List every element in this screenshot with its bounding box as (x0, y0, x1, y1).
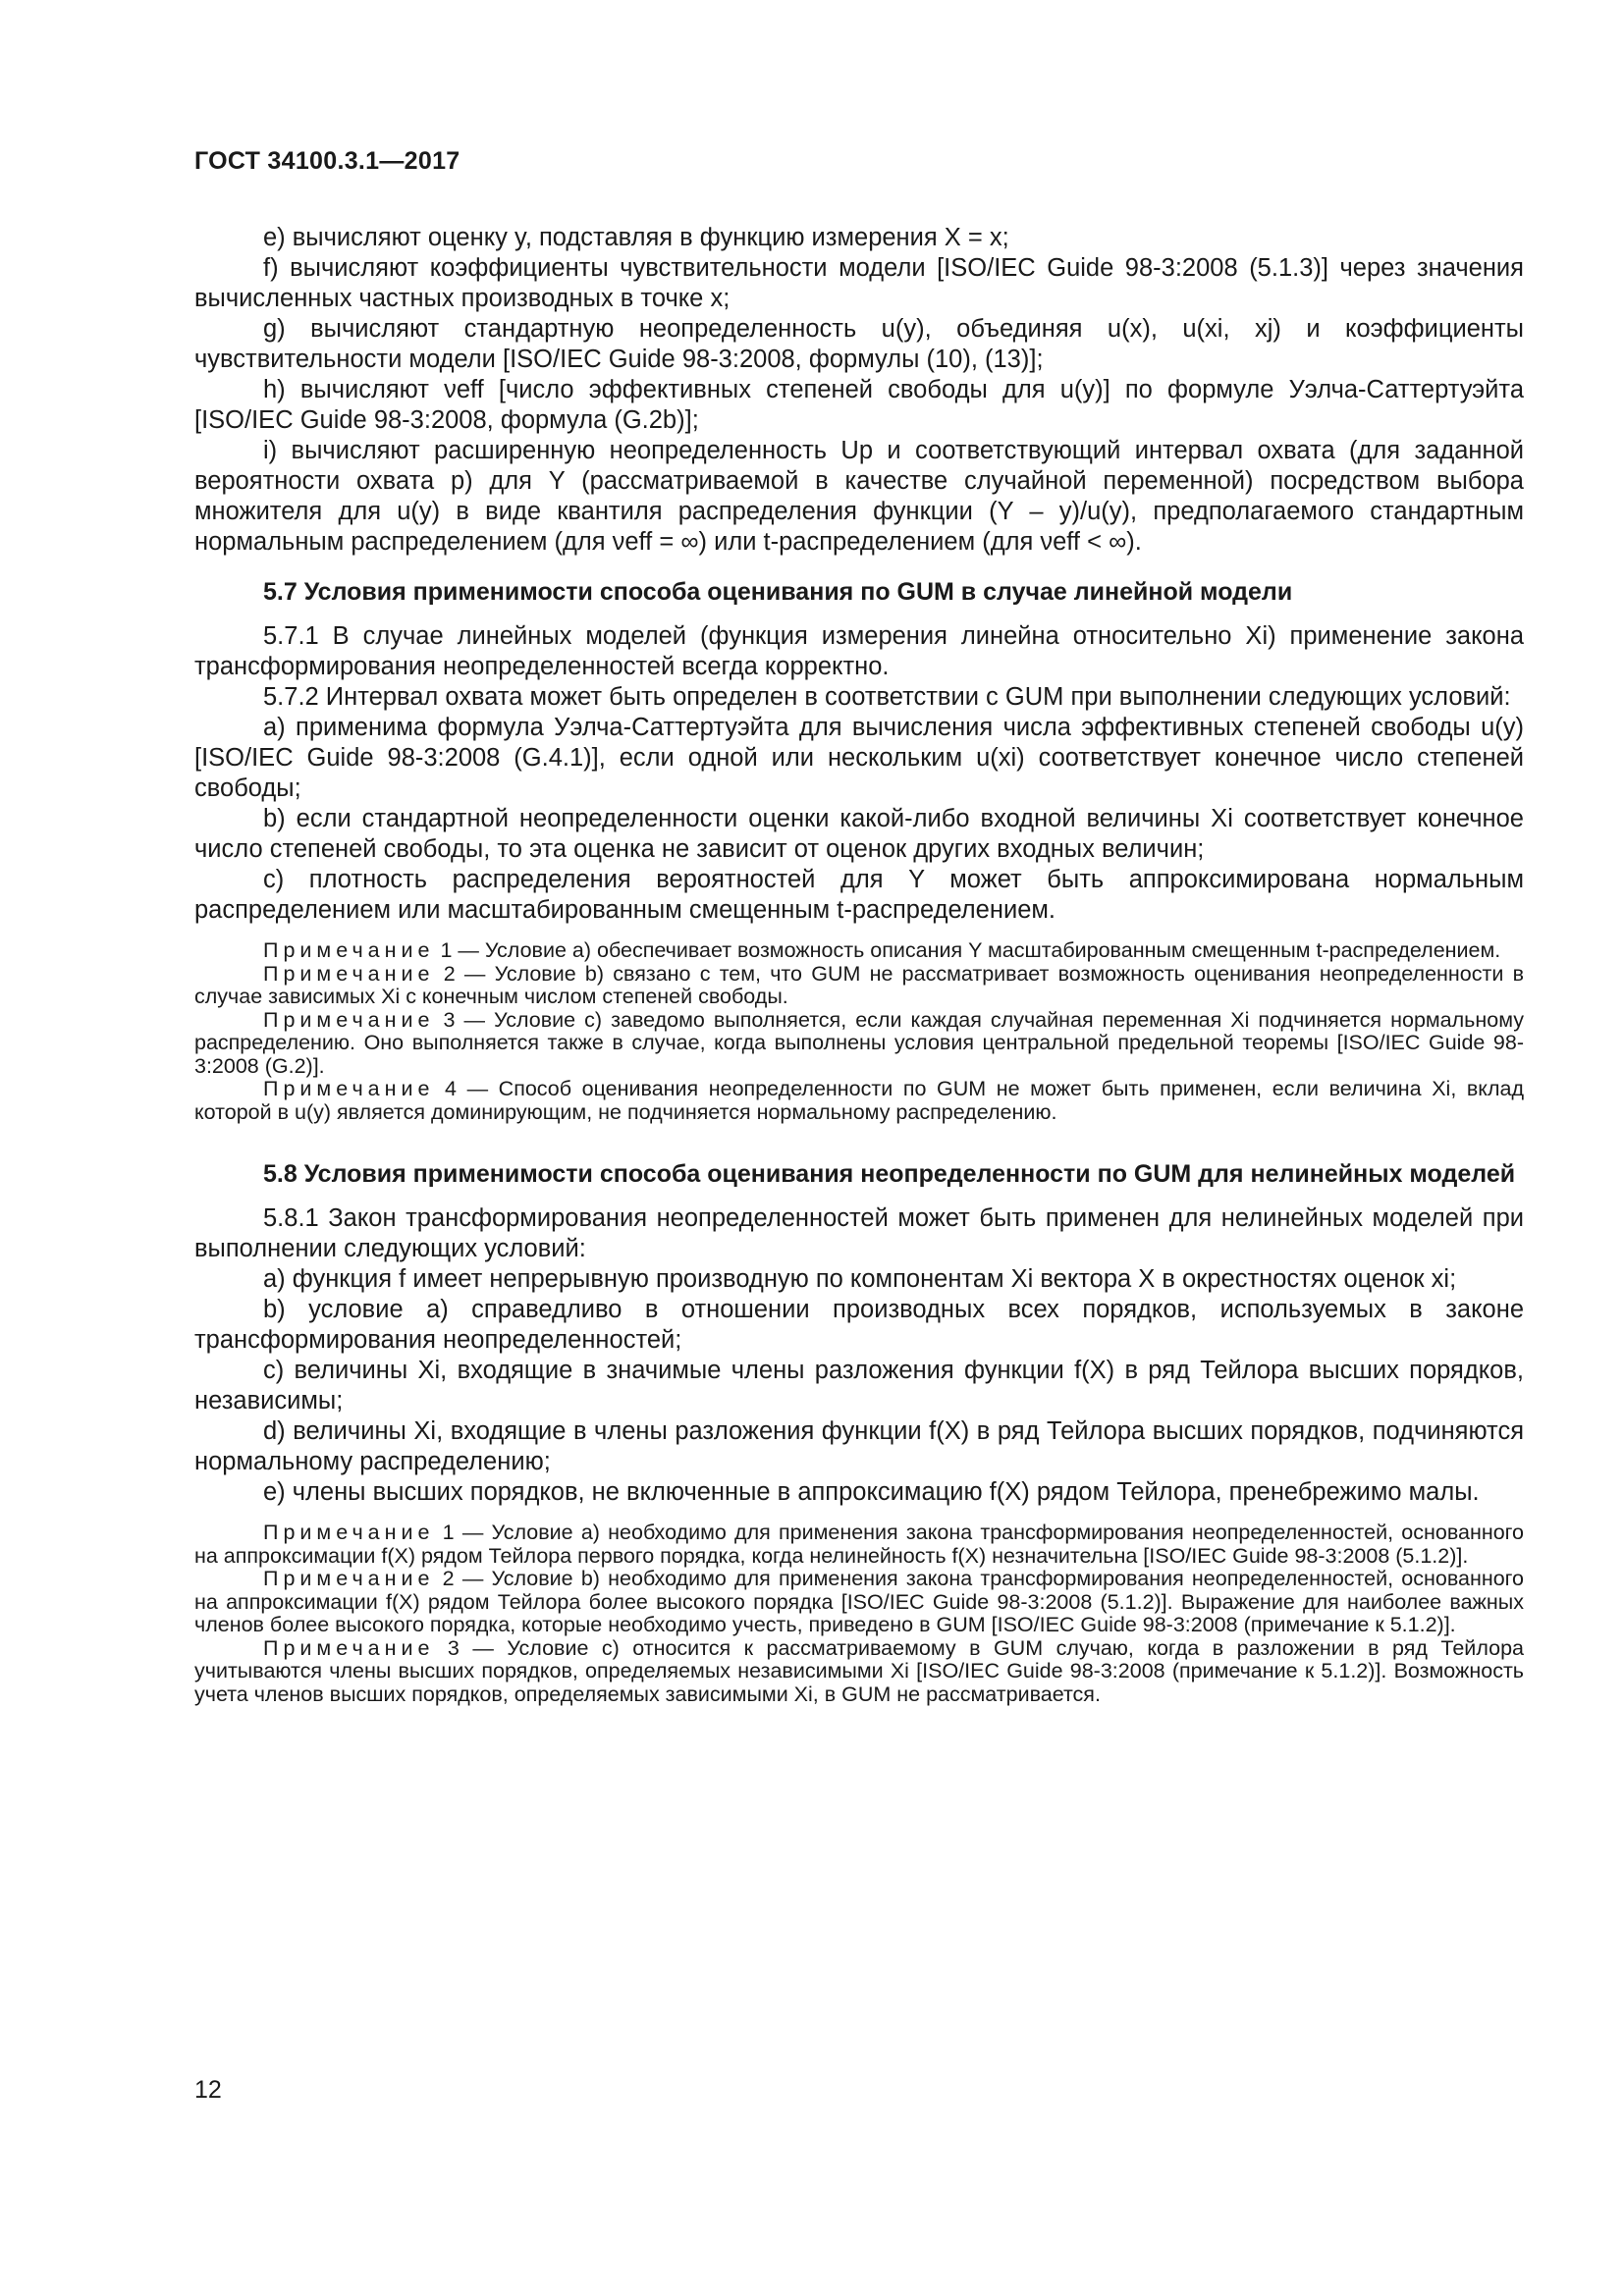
section-heading-5-8: 5.8 Условия применимости способа оценивания неопределенности по GUM для нелинейных моделей (263, 1160, 1516, 1188)
note-text: 2 — Условие b) связано с тем, что GUM не рассматривает возможность оценивания неопределенности в случае зависимых Xi с конечным числом степеней свободы. (194, 961, 1524, 1008)
note-label: Примечание (263, 1635, 435, 1660)
paragraph-i: i) вычисляют расширенную неопределенность Up и соответствующий интервал охвата (для заданной вероятности охвата p) для Y (рассматриваемой в качестве случайной переменной) посредством выбора множителя для u(y) в виде квантиля распределения функции (Y – y)/u(y), предполагаемого стандартным нормальным распределением (для νeff = ∞) или t-распределением (для νeff < ∞). (194, 437, 1524, 556)
paragraph-h: h) вычисляют νeff [число эффективных степеней свободы для u(y)] по формуле Уэлча-Саттертуэйта [ISO/IEC Guide 98-3:2008, формула (G.2b)]; (194, 376, 1524, 434)
note-label: Примечание (263, 1567, 435, 1590)
paragraph-5-8-1-b: b) условие а) справедливо в отношении производных всех порядков, используемых в законе трансформирования неопределенностей; (194, 1296, 1524, 1354)
document-page (194, 147, 1524, 1720)
note-text: 3 — Условие c) заведомо выполняется, если каждая случайная переменная Xi подчиняется нормальному распределению. Оно выполняется также в случае, когда выполнены условия центральной предельной теоремы [ISO/IEC Guide 98-3:2008 (G.2)]. (194, 1007, 1524, 1078)
note-text: 3 — Условие c) относится к рассматриваемому в GUM случаю, когда в разложении в ряд Тейлора учитываются члены высших порядков, определяемых независимыми Xi [ISO/IEC Guide 98-3:2008 (примечание к 5.1.2)]. Возможность учета членов высших порядков, определяемых зависимыми Xi, в GUM не рассматривается. (194, 1635, 1524, 1706)
note-text: 2 — Условие b) необходимо для применения закона трансформирования неопределенностей, основанного на аппроксимации f(X) рядом Тейлора более высокого порядка [ISO/IEC Guide 98-3:2008 (5.1.2)]. Выражение для наиболее важных членов более высокого порядка, которые необходимо учесть, приведено в GUM [ISO/IEC Guide 98-3:2008 (примечание к 5.1.2)]. (194, 1567, 1525, 1636)
note-5-8-1 (194, 1522, 1524, 1568)
note-label: Примечание (263, 1007, 435, 1032)
note-3 (194, 1009, 1524, 1079)
paragraph-5-8-1-d: d) величины Xi, входящие в члены разложения функции f(X) в ряд Тейлора высших порядков, подчиняются нормальному распределению; (194, 1417, 1524, 1475)
paragraph-5-8-1-a: а) функция f имеет непрерывную производную по компонентам Xi вектора X в окрестностях оценок xi; (263, 1265, 1457, 1293)
paragraph-5-7-2-a: а) применима формула Уэлча-Саттертуэйта для вычисления числа эффективных степеней свободы u(y) [ISO/IEC Guide 98-3:2008 (G.4.1)], если одной или нескольким u(xi) соответствует конечное число степеней свободы; (194, 714, 1524, 802)
paragraph-5-8-1: 5.8.1 Закон трансформирования неопределенностей может быть применен для нелинейных моделей при выполнении следующих условий: (194, 1204, 1524, 1262)
note-2 (194, 963, 1524, 1009)
paragraph-5-7-2: 5.7.2 Интервал охвата может быть определен в соответствии с GUM при выполнении следующих условий: (263, 683, 1511, 711)
note-5-8-3 (194, 1637, 1524, 1707)
note-text: 1 — Условие а) обеспечивает возможность описания Y масштабированным смещенным t-распределением. (440, 938, 1501, 962)
note-label: Примечание (263, 938, 435, 962)
note-text: 4 — Способ оценивания неопределенности по GUM не может быть применен, если величина Xi, вклад которой в u(y) является доминирующим, не подчиняется нормальному распределению. (194, 1077, 1524, 1124)
page-number: 12 (194, 2076, 222, 2104)
paragraph-f: f) вычисляют коэффициенты чувствительности модели [ISO/IEC Guide 98-3:2008 (5.1.3)] через значения вычисленных частных производных в точке x; (194, 254, 1524, 312)
notes-5-8 (194, 1522, 1524, 1706)
paragraph-5-8-1-c: c) величины Xi, входящие в значимые члены разложения функции f(X) в ряд Тейлора высших порядков, независимы; (194, 1357, 1524, 1415)
paragraph-5-7-1: 5.7.1 В случае линейных моделей (функция измерения линейна относительно Xi) применение закона трансформирования неопределенностей всегда корректно. (194, 622, 1524, 680)
paragraph-5-8-1-e: е) члены высших порядков, не включенные в аппроксимацию f(X) рядом Тейлора, пренебрежимо малы. (263, 1478, 1480, 1506)
note-text: 1 — Условие а) необходимо для применения закона трансформирования неопределенностей, основанного на аппроксимации f(X) рядом Тейлора первого порядка, когда нелинейность f(X) незначительна [ISO/IEC Guide 98-3:2008 (5.1.2)]. (194, 1521, 1525, 1568)
note-label: Примечание (263, 1521, 435, 1544)
section-heading-5-7: 5.7 Условия применимости способа оценивания по GUM в случае линейной модели (263, 578, 1293, 606)
note-label: Примечание (263, 1077, 435, 1100)
paragraph-e: е) вычисляют оценку y, подставляя в функцию измерения X = x; (263, 224, 1009, 251)
note-1 (194, 939, 1524, 963)
document-header: ГОСТ 34100.3.1—2017 (194, 147, 460, 175)
paragraph-5-7-2-b: b) если стандартной неопределенности оценки какой-либо входной величины Xi соответствует конечное число степеней свободы, то эта оценка не зависит от оценок других входных величин; (194, 805, 1524, 863)
note-label: Примечание (263, 961, 435, 986)
paragraph-g: g) вычисляют стандартную неопределенность u(y), объединяя u(x), u(xi, xj) и коэффициенты чувствительности модели [ISO/IEC Guide 98-3:2008, формулы (10), (13)]; (194, 315, 1524, 373)
notes-5-7 (194, 939, 1524, 1124)
note-5-8-2 (194, 1568, 1524, 1637)
note-4 (194, 1078, 1524, 1124)
paragraph-5-7-2-c: c) плотность распределения вероятностей для Y может быть аппроксимирована нормальным распределением или масштабированным смещенным t-распределением. (194, 866, 1524, 924)
